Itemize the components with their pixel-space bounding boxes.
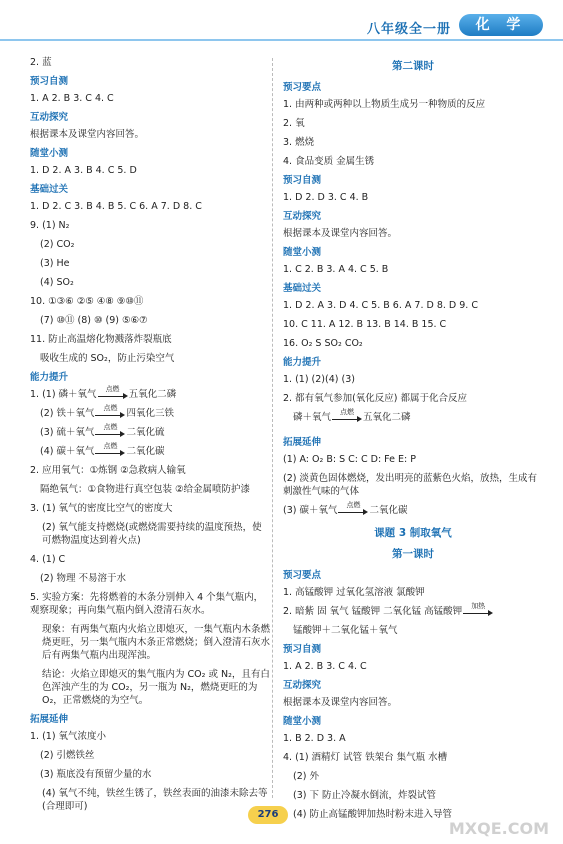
reaction-condition: 点燃 bbox=[105, 385, 120, 393]
answer-line: (4) SO₂ bbox=[40, 277, 74, 288]
left-column bbox=[30, 56, 270, 819]
answer-line: (3) 瓶底没有预留少量的水 bbox=[40, 769, 152, 780]
section-heading: 随堂小测 bbox=[283, 716, 322, 727]
equation-product: 二氧化碳 bbox=[369, 505, 408, 516]
equation-reactants: 1. (1) 磷＋氧气 bbox=[30, 389, 97, 400]
answer-line: 2. 都有氧气参加(氧化反应) 都属于化合反应 bbox=[283, 393, 468, 404]
header-rule bbox=[0, 39, 563, 41]
answer-line: 1. (1) (2)(4) (3) bbox=[283, 374, 355, 385]
reaction-arrow-icon bbox=[95, 404, 125, 420]
equation-line bbox=[283, 602, 494, 618]
equation-product: 二氧化碳 bbox=[126, 446, 165, 457]
answer-line: 隔绝氧气：①食物进行真空包装 ②给金属喷防护漆 bbox=[40, 484, 251, 495]
equation-reactants: (2) 铁＋氧气 bbox=[40, 408, 95, 419]
right-column bbox=[283, 56, 543, 827]
equation-line bbox=[30, 385, 177, 401]
equation-line bbox=[283, 501, 408, 517]
answer-line: 16. O₂ S SO₂ CO₂ bbox=[283, 338, 363, 349]
answer-line: (2) CO₂ bbox=[40, 239, 75, 250]
section-heading: 拓展延伸 bbox=[30, 714, 69, 725]
answer-line: 1. A 2. B 3. C 4. C bbox=[30, 93, 114, 104]
section-heading: 能力提升 bbox=[30, 372, 69, 383]
answer-line: (7) ⑩⑪ (8) ⑩ (9) ⑤⑥⑦ bbox=[40, 315, 148, 326]
answer-line: 10. ①③⑥ ②⑤ ④⑧ ⑨⑩⑪ bbox=[30, 296, 144, 307]
answer-line: 根据课本及课堂内容回答。 bbox=[283, 697, 398, 708]
equation-line bbox=[30, 404, 174, 420]
page-number: 276 bbox=[248, 806, 288, 824]
section-heading: 随堂小测 bbox=[283, 247, 322, 258]
section-heading: 基础过关 bbox=[283, 283, 322, 294]
reaction-arrow-icon bbox=[98, 385, 128, 401]
section-heading: 预习要点 bbox=[283, 82, 322, 93]
reaction-arrow-icon bbox=[95, 442, 125, 458]
answer-line: 2. 氧 bbox=[283, 118, 305, 129]
equation-product-line: 锰酸钾＋二氧化锰＋氧气 bbox=[293, 625, 398, 636]
answer-line: 1. D 2. A 3. D 4. C 5. B 6. A 7. D 8. D 9. C bbox=[283, 300, 478, 311]
equation-product: 二氧化硫 bbox=[126, 427, 165, 438]
section-heading: 预习要点 bbox=[283, 570, 322, 581]
answer-line: 结论：火焰立即熄灭的集气瓶内为 CO₂ 或 N₂，且有白色浑浊产生的为 CO₂，另一瓶为 N₂，燃烧更旺的为 O₂，正常燃烧的为空气。 bbox=[42, 669, 270, 706]
answer-line: (1) A: O₂ B: S C: C D: Fe E: P bbox=[283, 454, 416, 465]
equation-reactants: (3) 硫＋氧气 bbox=[40, 427, 95, 438]
answer-line: 5. 实验方案：先将燃着的木条分别伸入 4 个集气瓶内，观察现象；再向集气瓶内倒入澄清石灰水。 bbox=[30, 592, 264, 616]
watermark-logo bbox=[431, 772, 549, 838]
answer-line: 11. 防止高温熔化物溅落炸裂瓶底 bbox=[30, 334, 172, 345]
subject-badge: 化 学 bbox=[459, 14, 543, 36]
answer-line: (2) 物理 不易溶于水 bbox=[40, 573, 126, 584]
answer-line: 1. C 2. B 3. A 4. C 5. B bbox=[283, 264, 389, 275]
answer-line: (2) 淡黄色固体燃烧，发出明亮的蓝紫色火焰，放热，生成有刺激性气味的气体 bbox=[283, 473, 537, 497]
answer-line: 3. 燃烧 bbox=[283, 137, 315, 148]
equation-line bbox=[283, 408, 411, 424]
section-heading: 互动探究 bbox=[30, 112, 69, 123]
reaction-arrow-icon bbox=[95, 423, 125, 439]
reaction-condition: 加热 bbox=[471, 602, 486, 610]
reaction-arrow-icon bbox=[338, 501, 368, 517]
answer-line: 1. D 2. C 3. B 4. B 5. C 6. A 7. D 8. C bbox=[30, 201, 202, 212]
answer-line: (4) 氧气不纯，铁丝生锈了，铁丝表面的油漆未除去等(合理即可) bbox=[42, 788, 268, 812]
lesson-title: 第一课时 bbox=[392, 548, 434, 560]
answer-line: 10. C 11. A 12. B 13. B 14. B 15. C bbox=[283, 319, 447, 330]
answer-line: 4. (1) 酒精灯 试管 铁架台 集气瓶 水槽 bbox=[283, 752, 448, 763]
reaction-condition: 点燃 bbox=[103, 442, 118, 450]
reaction-condition: 点燃 bbox=[346, 501, 361, 509]
answer-line: (3) 下 防止冷凝水倒流，炸裂试管 bbox=[293, 790, 436, 801]
grade-label: 八年级全一册 bbox=[366, 22, 451, 37]
reaction-condition: 点燃 bbox=[103, 404, 118, 412]
reaction-arrow-icon bbox=[332, 408, 362, 424]
answer-line: (3) He bbox=[40, 258, 70, 269]
answer-line: 3. (1) 氧气的密度比空气的密度大 bbox=[30, 503, 173, 514]
section-heading: 互动探究 bbox=[283, 680, 322, 691]
answer-text: 2. 暗紫 固 氧气 锰酸钾 二氧化锰 高锰酸钾 bbox=[283, 606, 463, 617]
equation-line bbox=[30, 442, 165, 458]
equation-product: 四氧化三铁 bbox=[126, 408, 174, 419]
column-divider bbox=[272, 58, 273, 798]
answer-line: 4. 食品变质 金属生锈 bbox=[283, 156, 375, 167]
answer-line: (4) 防止高锰酸钾加热时粉末进入导管 bbox=[293, 809, 452, 820]
answer-line: 1. (1) 氧气浓度小 bbox=[30, 731, 107, 742]
equation-line bbox=[30, 423, 165, 439]
answer-line: 吸收生成的 SO₂，防止污染空气 bbox=[40, 353, 175, 364]
answer-line: 2. 蓝 bbox=[30, 57, 52, 68]
equation-reactants: 磷＋氧气 bbox=[293, 412, 332, 423]
answer-line: (2) 引燃铁丝 bbox=[40, 750, 95, 761]
answer-line: 1. D 2. D 3. C 4. B bbox=[283, 192, 369, 203]
answer-line: 根据课本及课堂内容回答。 bbox=[30, 129, 145, 140]
section-heading: 随堂小测 bbox=[30, 148, 69, 159]
answer-line: 4. (1) C bbox=[30, 554, 66, 565]
answer-line: (2) 外 bbox=[293, 771, 319, 782]
answer-line: 根据课本及课堂内容回答。 bbox=[283, 228, 398, 239]
section-heading: 能力提升 bbox=[283, 357, 322, 368]
section-heading: 预习自测 bbox=[30, 76, 69, 87]
reaction-condition: 点燃 bbox=[340, 408, 355, 416]
page-header bbox=[0, 0, 563, 50]
section-heading: 拓展延伸 bbox=[283, 437, 322, 448]
answer-line: 1. B 2. D 3. A bbox=[283, 733, 346, 744]
answer-line: 1. A 2. B 3. C 4. C bbox=[283, 661, 367, 672]
answer-line: 1. 由两种或两种以上物质生成另一种物质的反应 bbox=[283, 99, 486, 110]
section-heading: 互动探究 bbox=[283, 211, 322, 222]
topic-title: 课题 3 制取氧气 bbox=[374, 527, 452, 539]
equation-product: 五氧化二磷 bbox=[363, 412, 411, 423]
answer-line: 现象：有两集气瓶内火焰立即熄灭，一集气瓶内木条燃烧更旺，另一集气瓶内木条正常燃烧；倒入澄清石灰水后有两集气瓶内出现浑浊。 bbox=[42, 624, 271, 661]
answer-line: 1. 高锰酸钾 过氧化氢溶液 氯酸钾 bbox=[283, 587, 425, 598]
answer-line: 9. (1) N₂ bbox=[30, 220, 70, 231]
equation-reactants: (3) 碳＋氧气 bbox=[283, 505, 338, 516]
reaction-arrow-icon bbox=[463, 602, 493, 618]
equation-reactants: (4) 碳＋氧气 bbox=[40, 446, 95, 457]
watermark-text: MXQE.COM bbox=[448, 819, 549, 838]
section-heading: 预习自测 bbox=[283, 644, 322, 655]
answer-line: (2) 氧气能支持燃烧(或燃烧需要持续的温度预热，使可燃物温度达到着火点) bbox=[42, 522, 262, 546]
lesson-title: 第二课时 bbox=[392, 60, 434, 72]
section-heading: 预习自测 bbox=[283, 175, 322, 186]
answer-line: 1. D 2. A 3. B 4. C 5. D bbox=[30, 165, 137, 176]
answer-line: 2. 应用氧气：①炼钢 ②急救病人输氧 bbox=[30, 465, 186, 476]
equation-product: 五氧化二磷 bbox=[128, 389, 177, 400]
section-heading: 基础过关 bbox=[30, 184, 69, 195]
reaction-condition: 点燃 bbox=[103, 423, 118, 431]
